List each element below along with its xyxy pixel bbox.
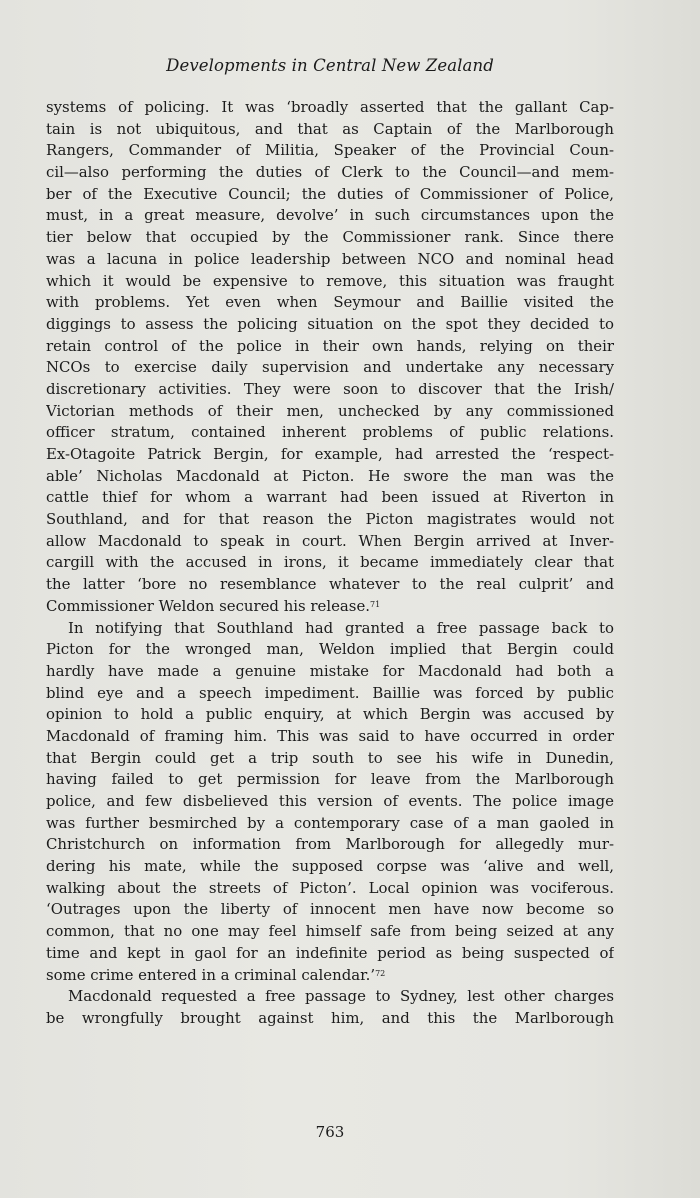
text-line bbox=[46, 639, 614, 661]
text-line-content: Commissioner Weldon secured his release. bbox=[46, 596, 370, 615]
running-head: Developments in Central New Zealand bbox=[166, 56, 494, 75]
text-line-content: retain control of the police in their own hands, relying on their bbox=[46, 336, 614, 355]
text-line bbox=[46, 965, 614, 987]
text-line bbox=[46, 791, 614, 813]
text-line bbox=[46, 552, 614, 574]
text-line bbox=[46, 509, 614, 531]
text-line bbox=[46, 314, 614, 336]
text-line-content: able’ Nicholas Macdonald at Picton. He swore the man was the bbox=[46, 466, 614, 485]
text-line bbox=[46, 986, 614, 1008]
text-line bbox=[46, 357, 614, 379]
text-line-content: dering his mate, while the supposed corpse was ‘alive and well, bbox=[46, 857, 614, 876]
text-line bbox=[46, 466, 614, 488]
text-line bbox=[46, 921, 614, 943]
text-line bbox=[46, 878, 614, 900]
text-line bbox=[46, 249, 614, 271]
text-line bbox=[46, 1008, 614, 1030]
text-line bbox=[46, 292, 614, 314]
text-line bbox=[46, 401, 614, 423]
text-line bbox=[46, 726, 614, 748]
text-line-content: hardly have made a genuine mistake for Macdonald had both a bbox=[46, 661, 614, 680]
text-line-content: systems of policing. It was ‘broadly asserted that the gallant Cap- bbox=[46, 98, 614, 116]
page-number: 763 bbox=[315, 1123, 345, 1141]
text-line-content: tain is not ubiquitous, and that as Captain of the Marlborough bbox=[46, 119, 614, 138]
text-line-content: having failed to get permission for leave from the Marlborough bbox=[46, 770, 614, 789]
text-line bbox=[46, 422, 614, 444]
text-line bbox=[46, 205, 614, 227]
text-line bbox=[46, 162, 614, 184]
text-line-content: discretionary activities. They were soon to discover that the Irish/ bbox=[46, 379, 614, 398]
text-line bbox=[46, 856, 614, 878]
text-line-content: ‘Outrages upon the liberty of innocent men have now become so bbox=[46, 900, 614, 919]
text-line-content: be wrongfully brought against him, and this the Marlborough bbox=[46, 1008, 614, 1027]
text-line-content: was a lacuna in police leadership between NCO and nominal head bbox=[46, 249, 614, 268]
text-line bbox=[46, 487, 614, 509]
text-line-content: Christchurch on information from Marlborough for allegedly mur- bbox=[46, 835, 614, 854]
text-line-content: diggings to assess the policing situation on the spot they decided to bbox=[46, 314, 614, 333]
text-line-content: blind eye and a speech impediment. Baillie was forced by public bbox=[46, 683, 614, 702]
text-line-content: the latter ‘bore no resemblance whatever to the real culprit’ and bbox=[46, 575, 614, 594]
text-line-content: Ex-Otagoite Patrick Bergin, for example, had arrested the ‘respect- bbox=[46, 445, 614, 463]
text-line-content: Macdonald of framing him. This was said to have occurred in order bbox=[46, 726, 614, 745]
text-line-content: time and kept in gaol for an indefinite period as being suspected of bbox=[46, 943, 614, 962]
text-line bbox=[46, 97, 614, 119]
text-line-content: walking about the streets of Picton’. Local opinion was vociferous. bbox=[46, 878, 614, 897]
body-text bbox=[46, 97, 614, 1030]
text-line-content: Southland, and for that reason the Picton magistrates would not bbox=[46, 510, 614, 529]
text-line-content: cattle thief for whom a warrant had been issued at Riverton in bbox=[46, 488, 614, 507]
text-line bbox=[46, 813, 614, 835]
text-line-content: Macdonald requested a free passage to Sydney, lest other charges bbox=[68, 987, 614, 1006]
text-line bbox=[46, 943, 614, 965]
text-line-content: that Bergin could get a trip south to see his wife in Dunedin, bbox=[46, 748, 614, 767]
text-line bbox=[46, 596, 614, 618]
text-line-content: must, in a great measure, devolve’ in such circumstances upon the bbox=[46, 206, 614, 225]
text-line-content: some crime entered in a criminal calendar.’ bbox=[46, 965, 376, 984]
text-line bbox=[46, 140, 614, 162]
text-line-content: officer stratum, contained inherent problems of public relations. bbox=[46, 423, 614, 442]
text-line-content: Picton for the wronged man, Weldon implied that Bergin could bbox=[46, 640, 614, 659]
text-line-content: common, that no one may feel himself safe from being seized at any bbox=[46, 922, 614, 941]
text-line-content: cil—also performing the duties of Clerk to the Council—and mem- bbox=[46, 163, 614, 182]
text-line-content: allow Macdonald to speak in court. When Bergin arrived at Inver- bbox=[46, 531, 614, 550]
text-line-content: NCOs to exercise daily supervision and undertake any necessary bbox=[46, 358, 614, 377]
text-line bbox=[46, 184, 614, 206]
text-line bbox=[46, 336, 614, 358]
text-line bbox=[46, 834, 614, 856]
text-line bbox=[46, 379, 614, 401]
text-line-content: which it would be expensive to remove, this situation was fraught bbox=[46, 271, 614, 290]
text-line-content: Victorian methods of their men, unchecked by any commissioned bbox=[46, 401, 614, 420]
text-line-content: cargill with the accused in irons, it became immediately clear that bbox=[46, 553, 614, 572]
text-line bbox=[46, 444, 614, 466]
text-line bbox=[46, 704, 614, 726]
text-line bbox=[46, 899, 614, 921]
text-line-content: tier below that occupied by the Commissioner rank. Since there bbox=[46, 228, 614, 247]
text-line bbox=[46, 661, 614, 683]
text-line bbox=[46, 574, 614, 596]
text-line-content: was further besmirched by a contemporary case of a man gaoled in bbox=[46, 813, 614, 832]
text-line-content: ber of the Executive Council; the duties of Commissioner of Police, bbox=[46, 184, 614, 203]
text-line bbox=[46, 227, 614, 249]
text-line bbox=[46, 748, 614, 770]
text-line bbox=[46, 119, 614, 141]
text-line bbox=[46, 618, 614, 640]
text-line-content: Rangers, Commander of Militia, Speaker of the Provincial Coun- bbox=[46, 141, 614, 160]
text-line-content: police, and few disbelieved this version of events. The police image bbox=[46, 792, 614, 810]
text-line bbox=[46, 531, 614, 553]
footnote-reference: 72 bbox=[375, 968, 386, 978]
footnote-reference: 71 bbox=[370, 599, 381, 609]
text-line bbox=[46, 271, 614, 293]
text-line-content: In notifying that Southland had granted a free passage back to bbox=[68, 618, 614, 637]
text-line bbox=[46, 769, 614, 791]
text-line-content: with problems. Yet even when Seymour and Baillie visited the bbox=[46, 293, 614, 312]
text-line bbox=[46, 683, 614, 705]
text-line-content: opinion to hold a public enquiry, at which Bergin was accused by bbox=[46, 705, 614, 724]
